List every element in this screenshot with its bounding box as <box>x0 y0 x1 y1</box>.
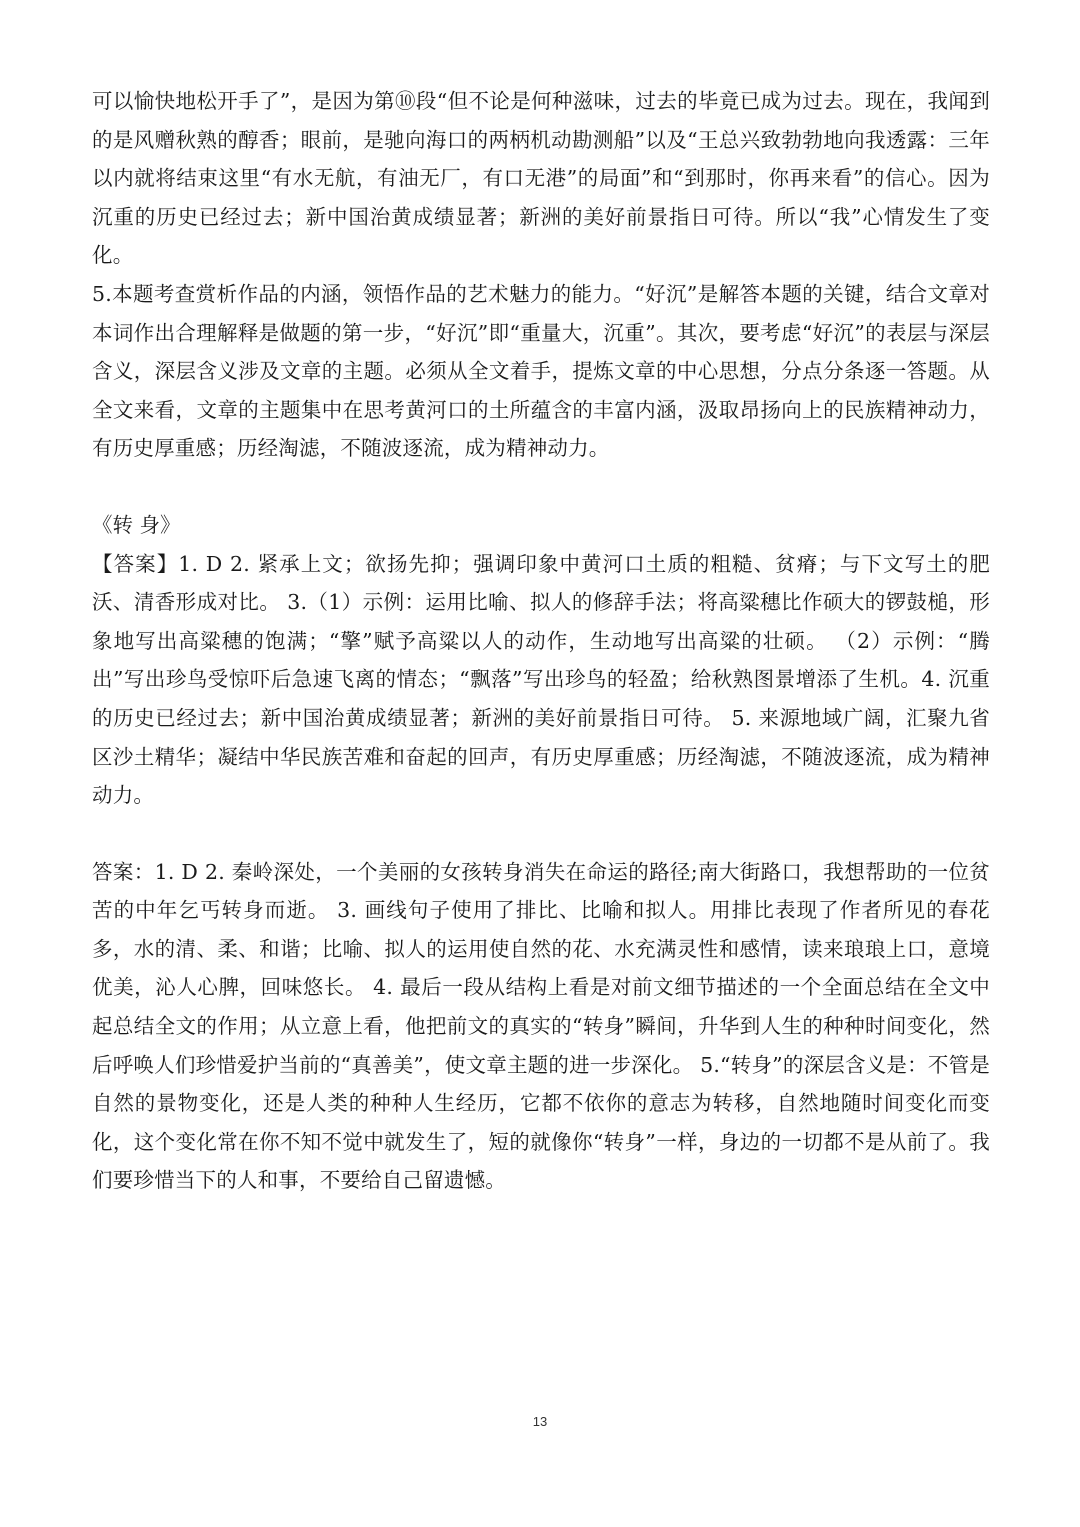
answer-block-2: 答案：1. D 2. 秦岭深处，一个美丽的女孩转身消失在命运的路径;南大街路口，我想帮助的一位贫苦的中年乞丐转身而逝。 3. 画线句子使用了排比、比喻和拟人。用排比表现了作者所见的春花多，水的清、柔、和谐；比喻、拟人的运用使自然的花、水充满灵性和感情，读来琅琅上口，意境优美，沁人心脾，回味悠长。 4. 最后一段从结构上看是对前文细节描述的一个全面总结在全文中起总结全文的作用；从立意上看，他把前文的真实的“转身”瞬间，升华到人生的种种时间变化，然后呼唤人们珍惜爱护当前的“真善美”，使文章主题的进一步深化。 5.“转身”的深层含义是：不管是自然的景物变化，还是人类的种种人生经历，它都不依你的意志为转移，自然地随时间变化而变化，这个变化常在你不知不觉中就发生了，短的就像你“转身”一样，身边的一切都不是从前了。我们要珍惜当下的人和事，不要给自己留遗憾。 <box>92 859 990 1193</box>
spacer <box>92 468 990 506</box>
page-number: 13 <box>532 1414 548 1429</box>
answer-block-1: 【答案】1. D 2. 紧承上文；欲扬先抑；强调印象中黄河口土质的粗糙、贫瘠；与下文写土的肥沃、清香形成对比。 3.（1）示例：运用比喻、拟人的修辞手法；将高粱穗比作硕大的锣鼓槌，形象地写出高粱穗的饱满；“擎”赋予高粱以人的动作，生动地写出高粱的壮硕。 （2）示例：“腾出”写出珍鸟受惊吓后急速飞离的情态；“飘落”写出珍鸟的轻盈；给秋熟图景增添了生机。4. 沉重的历史已经过去；新中国治黄成绩显著；新洲的美好前景指日可待。 5. 来源地域广阔，汇聚九省区沙土精华；凝结中华民族苦难和奋起的回声，有历史厚重感；历经淘滤，不随波逐流，成为精神动力。 <box>92 551 990 808</box>
spacer <box>92 815 990 853</box>
paragraph-continuation: 可以愉快地松开手了”，是因为第⑩段“但不论是何种滋味，过去的毕竟已成为过去。现在，我闻到的是风赠秋熟的醇香；眼前，是驰向海口的两柄机动勘测船”以及“王总兴致勃勃地向我透露：三年以内就将结束这里“有水无航，有油无厂，有口无港”的局面”和“到那时，你再来看”的信心。因为沉重的历史已经过去；新中国治黄成绩显著；新洲的美好前景指日可待。所以“我”心情发生了变化。 <box>92 89 990 268</box>
document-body <box>92 82 990 1200</box>
paragraph-question-5-analysis: 5.本题考查赏析作品的内涵，领悟作品的艺术魅力的能力。“好沉”是解答本题的关键，结合文章对本词作出合理解释是做题的第一步，“好沉”即“重量大，沉重”。其次，要考虑“好沉”的表层与深层含义，深层含义涉及文章的主题。必须从全文着手，提炼文章的中心思想，分点分条逐一答题。从全文来看，文章的主题集中在思考黄河口的土所蕴含的丰富内涵，汲取昂扬向上的民族精神动力，有历史厚重感；历经淘滤，不随波逐流，成为精神动力。 <box>92 281 990 461</box>
section-title-zhuanshen: 《转 身》 <box>92 512 181 537</box>
